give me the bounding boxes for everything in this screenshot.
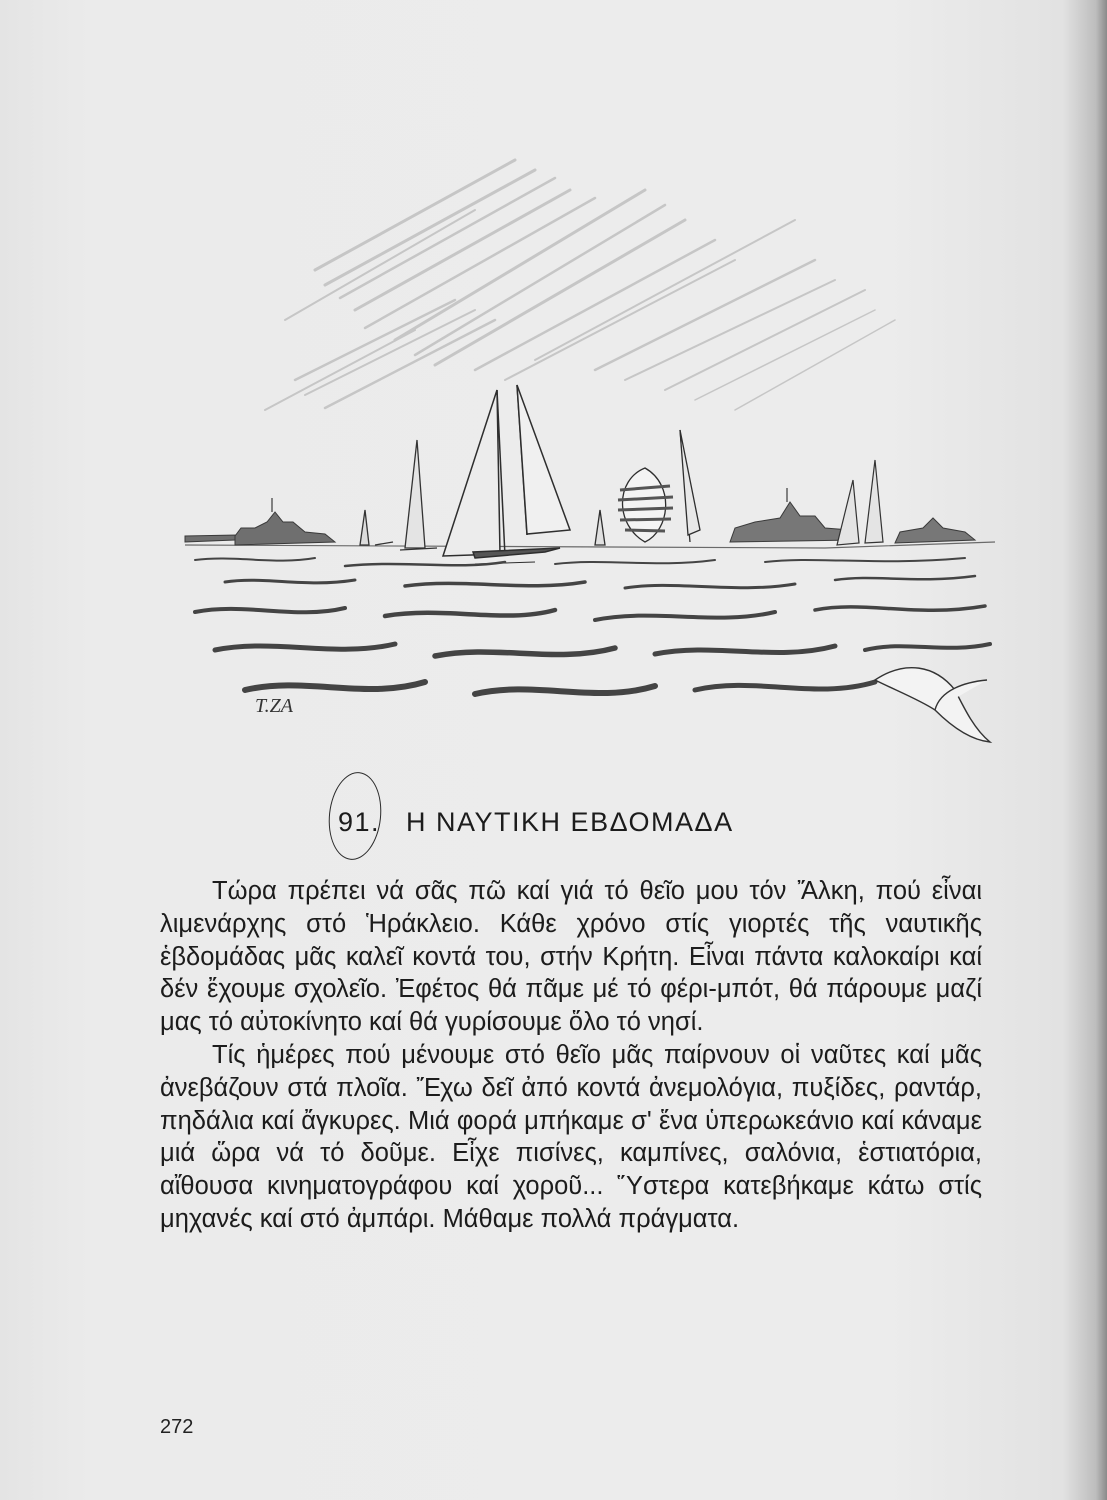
seagull [875,668,990,742]
body-text [160,875,982,1236]
sky-shading [265,160,895,410]
chapter-heading [326,790,734,854]
sailboats-right [837,460,883,545]
main-sailboat [443,385,570,564]
paragraph: Τώρα πρέπει νά σᾶς πῶ καί γιά τό θεῖο μου τόν Ἄλκη, πού εἶναι λιμενάρχης στό Ἡράκλειο. Κάθε χρόνο στίς γιορτές τῆς ναυτικῆς ἑβδομάδας μᾶς καλεῖ κοντά του, στήν Κρήτη. Εἶναι πάντα καλοκαίρι καί δέν ἔχουμε σχολεῖο. Ἐφέτος θά πᾶμε μέ τό φέρι-μπότ, θά πάρουμε μαζί μας τό αὐτοκίνητο καί θά γυρίσουμε ὅλο τό νησί. [160,877,982,1037]
artist-signature: T.ZA [255,695,293,717]
warship-left [185,498,335,545]
sea-illustration [175,150,1005,760]
page-number: 272 [160,1416,194,1438]
sailboats-left [360,440,437,550]
paragraph: Τίς ἡμέρες πού μένουμε στό θεῖο μᾶς παίρνουν οἱ ναῦτες καί μᾶς ἀνεβάζουν στά πλοῖα. Ἔχω δεῖ ἀπό κοντά ἀνεμολόγια, πυξίδες, ραντάρ, πηδάλια καί ἄγκυρες. Μιά φορά μπήκαμε σ' ἕνα ὑπερωκεάνιο καί κάναμε μιά ὥρα νά τό δοῦμε. Εἶχε πισίνες, καμπίνες, σαλόνια, ἑστιατόρια, αἴθουσα κινηματογράφου καί χοροῦ... Ὕστερα κατεβήκαμε κάτω στίς μηχανές καί στό ἀμπάρι. Μάθαμε πολλά πράγματα. [160,1040,982,1233]
waves [195,558,990,694]
chapter-title: Η ΝΑΥΤΙΚΗ ΕΒΔΟΜΑΔΑ [406,806,734,837]
chapter-number: 91. [338,806,381,837]
spinnaker-boat [595,430,700,545]
